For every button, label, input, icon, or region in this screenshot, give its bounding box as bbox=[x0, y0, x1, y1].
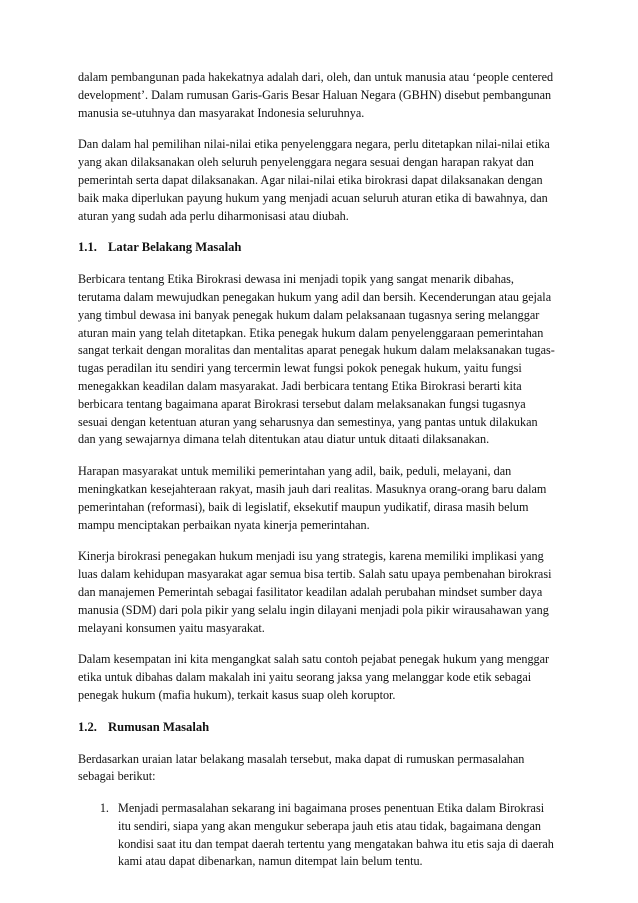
paragraph: dalam pembangunan pada hakekatnya adalah dari, oleh, dan untuk manusia atau ‘people centered development’. Dalam rumusan Garis-Garis Besar Haluan Negara (GBHN) disebut pembangunan manusia se-utuhnya dan masyarakat Indonesia seluruhnya. bbox=[78, 70, 554, 120]
list-item: 1. Menjadi permasalahan sekarang ini bagaimana proses penentuan Etika dalam Birokrasi itu sendiri, siapa yang akan mengukur seberapa jauh etis atau tidak, bagaimana dengan kondisi saat itu dan tempat daerah tertentu yang mengatakan bahwa itu etis saja di daerah kami atau dapat dibenarkan, namun ditempat lain belum tentu. bbox=[112, 800, 558, 871]
section-number: 1.1. bbox=[78, 240, 97, 255]
paragraph: Dan dalam hal pemilihan nilai-nilai etika penyelenggara negara, perlu ditetapkan nilai-nilai etika yang akan dilaksanakan oleh seluruh penyelenggara negara sesuai dengan harapan rakyat dan pemerintah serta dapat dilaksanakan. Agar nilai-nilai etika birokrasi dapat dilaksanakan dengan baik maka diperlukan payung hukum yang menjadi acuan seluruh aturan etika di bawahnya, dan aturan yang sudah ada perlu diharmonisasi atau diubah. bbox=[78, 137, 550, 223]
section-number: 1.2. bbox=[78, 719, 97, 734]
page-content bbox=[78, 69, 558, 871]
section-title: Rumusan Masalah bbox=[108, 719, 210, 734]
problem-list bbox=[78, 800, 558, 871]
paragraph: Berdasarkan uraian latar belakang masalah tersebut, maka dapat di rumuskan permasalahan sebagai berikut: bbox=[78, 751, 525, 784]
section-title: Latar Belakang Masalah bbox=[108, 240, 242, 255]
paragraph: Kinerja birokrasi penegakan hukum menjadi isu yang strategis, karena memiliki implikasi yang luas dalam kehidupan masyarakat agar semua bisa tertib. Salah satu upaya pembenahan birokrasi dan manajemen Pemerintah sebagai fasilitator keadilan adalah perubahan mindset sumber daya manusia (SDM) dari pola pikir yang selalu ingin dilayani menjadi pola pikir wirausahawan yang melayani konsumen yaitu masyarakat. bbox=[78, 549, 552, 635]
paragraph: Harapan masyarakat untuk memiliki pemerintahan yang adil, baik, peduli, melayani, dan meningkatkan kesejahteraan rakyat, masih jauh dari realitas. Masuknya orang-orang baru dalam pemerintahan (reformasi), baik di legislatif, eksekutif maupun yudikatif, dirasa masih belum mampu menciptakan perbaikan nyata kinerja pemerintahan. bbox=[78, 464, 547, 532]
paragraph: Dalam kesempatan ini kita mengangkat salah satu contoh pejabat penegak hukum yang menggar etika untuk dibahas dalam makalah ini yaitu seorang jaksa yang melanggar kode etik sebagai penegak hukum (mafia hukum), terkait kasus suap oleh koruptor. bbox=[78, 652, 550, 702]
paragraph: Berbicara tentang Etika Birokrasi dewasa ini menjadi topik yang sangat menarik dibahas, terutama dalam mewujudkan penegakan hukum yang adil dan bersih. Kecenderungan atau gejala yang timbul dewasa ini banyak penegak hukum dalam pelaksanaan tugasnya sering melanggar aturan main yang telah ditetapkan. Etika penegak hukum dalam penyelenggaraan pemerintahan sangat terkait dengan moralitas dan mentalitas aparat penegak hukum dalam melaksanakan tugas-tugas peradilan itu sendiri yang tercermin lewat fungsi pokok penegak hukum, yaitu fungsi menegakkan keadilan dalam masyarakat. Jadi berbicara tentang Etika Birokrasi berarti kita berbicara tentang bagaimana aparat Birokrasi tersebut dalam melaksanakan fungsi tugasnya sesuai dengan ketentuan aturan yang seharusnya dan semestinya, yang pantas untuk dilakukan dan yang sewajarnya dimana telah ditentukan atau diatur untuk ditaati dilaksanakan. bbox=[78, 272, 555, 447]
section-heading-rumusan-masalah bbox=[78, 719, 558, 737]
section-heading-latar-belakang bbox=[78, 239, 558, 257]
